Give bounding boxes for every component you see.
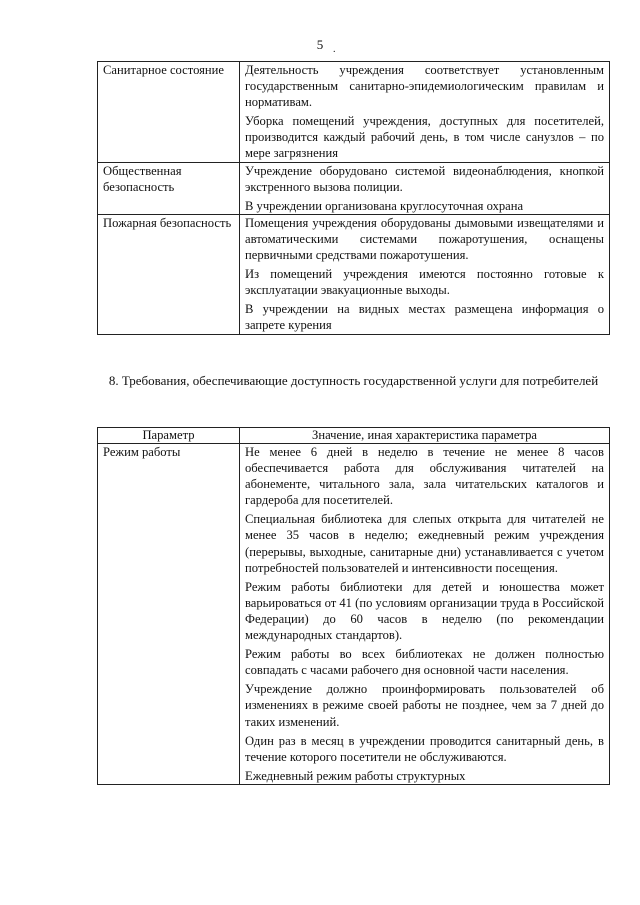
page-number: 5 [316,37,324,52]
table-row [98,214,610,334]
value-cell [240,214,610,334]
accessibility-table [97,427,610,785]
paragraph: Помещения учреждения оборудованы дымовыми извещателями и автоматическими системами пожаротушения, оснащены первичными средствами пожаротушения. [245,215,604,263]
param-cell: Пожарная безопасность [98,214,240,334]
requirements-table [97,61,610,335]
table-header-row [98,428,610,444]
param-cell: Общественная безопасность [98,162,240,214]
table-row [98,62,610,163]
paragraph: Специальная библиотека для слепых открыта для читателей не менее 35 часов в неделю; ежедневный режим учреждения (перерывы, выходные, санитарные дни) устанавливается с учетом потребностей пользователей и интенсивности посещения. [245,512,604,575]
paragraph: Уборка помещений учреждения, доступных для посетителей, производится каждый рабочий день, в том числе санузлов – по мере загрязнения [245,114,604,161]
stray-mark: . [333,44,336,55]
column-header-value: Значение, иная характеристика параметра [240,428,610,444]
paragraph: Не менее 6 дней в неделю в течение не менее 8 часов обеспечивается работа для обслуживания читателей на абонементе, читального зала, зала читательских каталогов и гардероба для посетителей. [245,445,604,508]
param-cell: Режим работы [98,444,240,785]
paragraph: Один раз в месяц в учреждении проводится санитарный день, в течение которого посетители не обслуживаются. [245,733,604,764]
paragraph: В учреждении на видных местах размещена информация о запрете курения [245,302,604,333]
value-cell [240,62,610,163]
value-cell [240,444,610,785]
paragraph: Учреждение оборудовано системой видеонаблюдения, кнопкой экстренного вызова полиции. [245,163,604,194]
paragraph: Учреждение должно проинформировать пользователей об изменениях в режиме своей работы не позднее, чем за 7 дней до таких изменений. [245,682,604,729]
paragraph: Ежедневный режим работы структурных [245,768,466,783]
paragraph: Режим работы библиотеки для детей и юношества может варьироваться от 41 (по условиям организации труда в Российской Федерации) до 60 часов в неделю (по рекомендации международных стандартов). [245,579,604,643]
paragraph: Из помещений учреждения имеются постоянно готовые к эксплуатации эвакуационные выходы. [245,267,604,298]
table-row [98,444,610,785]
table-row [98,162,610,214]
paragraph: Деятельность учреждения соответствует установленным государственным санитарно-эпидемиологическим правилам и нормативам. [245,63,604,110]
paragraph: Режим работы во всех библиотеках не должен полностью совпадать с часами рабочего дня основной части населения. [245,647,604,678]
param-cell: Санитарное состояние [98,62,240,163]
value-cell [240,162,610,214]
paragraph: В учреждении организована круглосуточная охрана [245,198,524,213]
section-heading: 8. Требования, обеспечивающие доступность государственной услуги для потребителей [108,373,599,388]
column-header-param: Параметр [98,428,240,444]
